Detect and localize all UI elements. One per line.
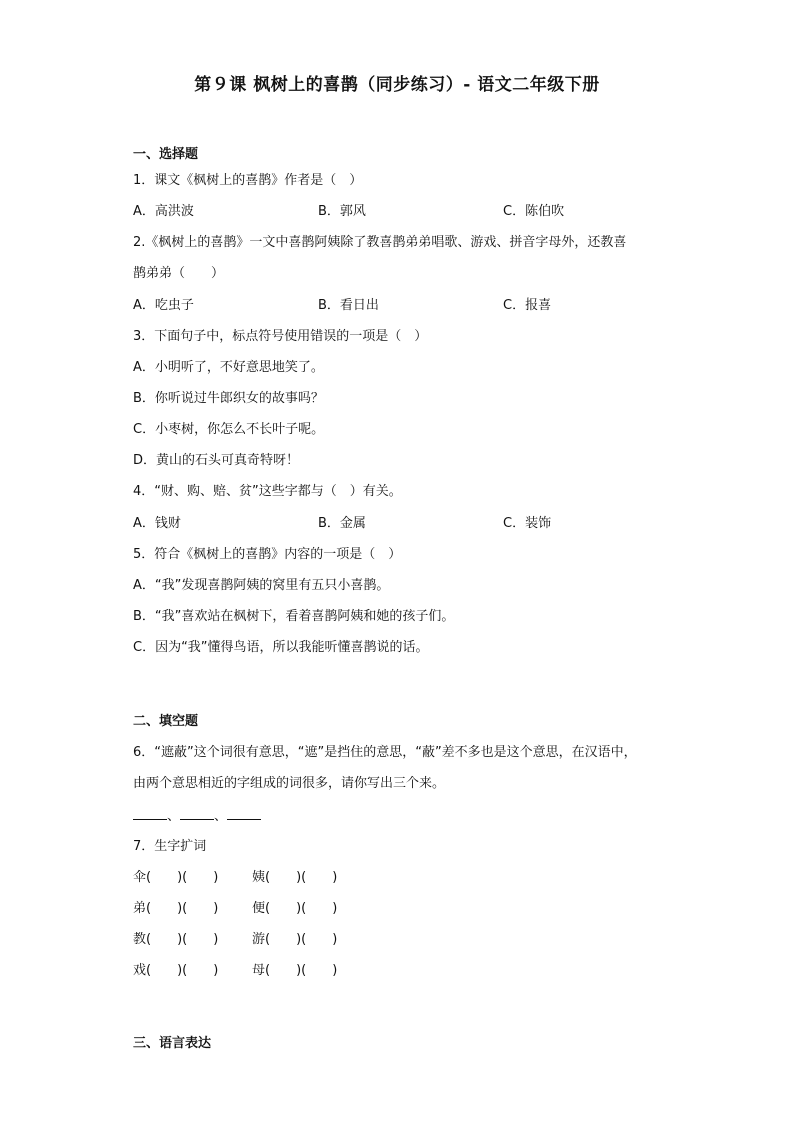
question-4-stem: 4．“财、购、赔、贫”这些字都与（ ）有关。 bbox=[133, 484, 402, 499]
answer-blank[interactable] bbox=[227, 807, 261, 820]
word-expansion-cell: 教( )( ) bbox=[133, 932, 219, 947]
blank-separator: 、 bbox=[167, 809, 181, 824]
question-1-option-b: B．郭风 bbox=[318, 204, 366, 219]
question-2-option-c: C．报喜 bbox=[503, 298, 552, 313]
question-6-stem-line1: 6．“遮蔽”这个词很有意思，“遮”是挡住的意思，“蔽”差不多也是这个意思，在汉语中， bbox=[133, 745, 637, 760]
question-3-stem: 3．下面句子中，标点符号使用错误的一项是（ ） bbox=[133, 329, 428, 344]
question-4-option-a: A．钱财 bbox=[133, 516, 181, 531]
page-title: 第９课 枫树上的喜鹊（同步练习）- 语文二年级下册 bbox=[194, 75, 600, 95]
question-7-stem: 7．生字扩词 bbox=[133, 839, 207, 854]
section-heading-expression: 三、语言表达 bbox=[133, 1036, 212, 1051]
question-3-option-c: C．小枣树，你怎么不长叶子呢。 bbox=[133, 422, 325, 437]
question-1-option-c: C．陈伯吹 bbox=[503, 204, 565, 219]
question-5-option-c: C．因为“我”懂得鸟语，所以我能听懂喜鹊说的话。 bbox=[133, 640, 429, 655]
answer-blank[interactable] bbox=[133, 807, 167, 820]
question-5-stem: 5．符合《枫树上的喜鹊》内容的一项是（ ） bbox=[133, 547, 402, 562]
section-heading-choice: 一、选择题 bbox=[133, 147, 199, 162]
question-2-stem-line1: 2.《枫树上的喜鹊》一文中喜鹊阿姨除了教喜鹊弟弟唱歌、游戏、拼音字母外，还教喜 bbox=[133, 235, 627, 250]
question-4-option-c: C．装饰 bbox=[503, 516, 552, 531]
word-expansion-cell: 母( )( ) bbox=[252, 963, 338, 978]
question-6-stem-line2: 由两个意思相近的字组成的词很多，请你写出三个来。 bbox=[133, 776, 446, 791]
question-4-option-b: B．金属 bbox=[318, 516, 366, 531]
word-expansion-cell: 游( )( ) bbox=[252, 932, 338, 947]
answer-blank[interactable] bbox=[180, 807, 214, 820]
question-1-option-a: A．高洪波 bbox=[133, 204, 194, 219]
question-5-option-a: A．“我”发现喜鹊阿姨的窝里有五只小喜鹊。 bbox=[133, 578, 390, 593]
question-6-answer-blanks bbox=[133, 807, 261, 826]
question-2-stem-line2: 鹊弟弟（ ） bbox=[133, 266, 225, 281]
question-3-option-d: D．黄山的石头可真奇特呀！ bbox=[133, 453, 300, 468]
question-2-option-a: A．吃虫子 bbox=[133, 298, 194, 313]
word-expansion-cell: 弟( )( ) bbox=[133, 901, 219, 916]
question-2-option-b: B．看日出 bbox=[318, 298, 379, 313]
word-expansion-cell: 伞( )( ) bbox=[133, 870, 219, 885]
question-3-option-b: B．你听说过牛郎织女的故事吗？ bbox=[133, 391, 324, 406]
word-expansion-cell: 姨( )( ) bbox=[252, 870, 338, 885]
question-1-stem: 1．课文《枫树上的喜鹊》作者是（ ） bbox=[133, 173, 363, 188]
word-expansion-cell: 戏( )( ) bbox=[133, 963, 219, 978]
question-5-option-b: B．“我”喜欢站在枫树下，看着喜鹊阿姨和她的孩子们。 bbox=[133, 609, 455, 624]
blank-separator: 、 bbox=[214, 809, 228, 824]
section-heading-fill: 二、填空题 bbox=[133, 714, 199, 729]
word-expansion-cell: 便( )( ) bbox=[252, 901, 338, 916]
question-3-option-a: A．小明听了，不好意思地笑了。 bbox=[133, 360, 324, 375]
